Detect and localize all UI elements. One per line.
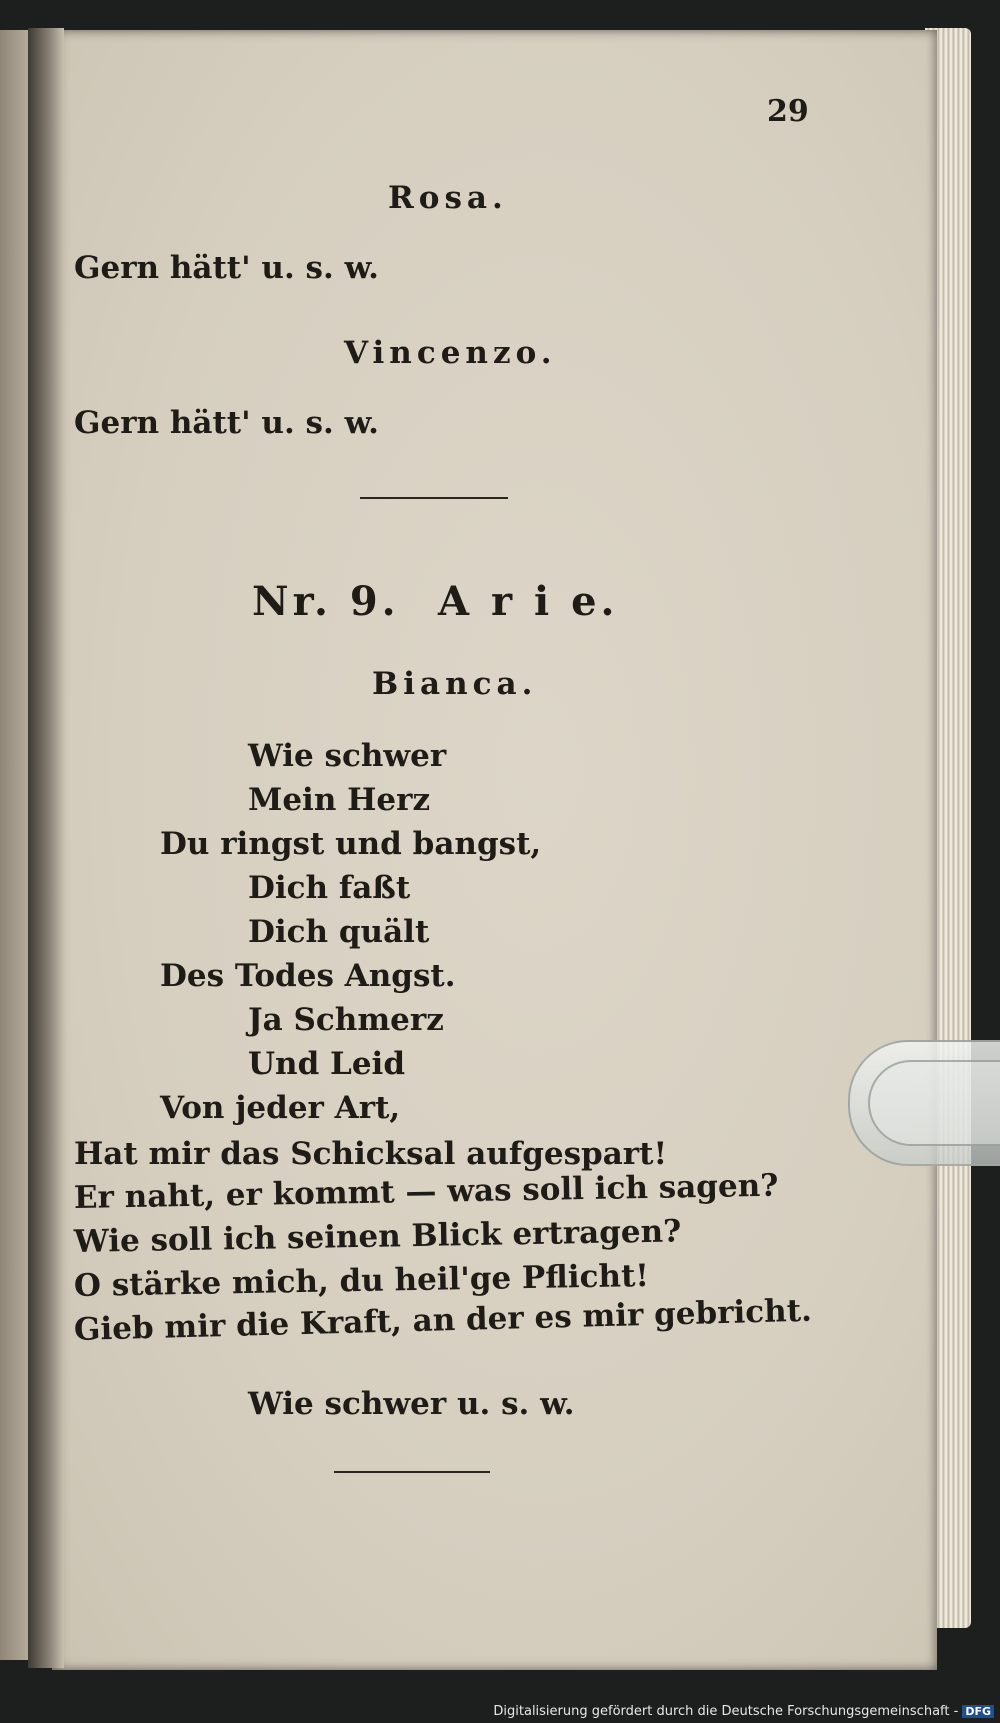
verse-line: Von jeder Art, xyxy=(160,1090,401,1126)
footer-credit: Digitalisierung gefördert durch die Deutsche Forschungsgemeinschaft - xyxy=(493,1704,959,1719)
speaker-bianca: Bianca. xyxy=(372,666,538,702)
verse-line: O stärke mich, du heil'ge Pflicht! xyxy=(73,1257,650,1304)
line-rosa: Gern hätt' u. s. w. xyxy=(74,250,379,286)
verse-line: Gieb mir die Kraft, an der es mir gebricht. xyxy=(73,1292,813,1348)
page-clip-inner xyxy=(868,1060,1000,1146)
aria-heading-title: A r i e. xyxy=(438,578,619,625)
verse-line: Du ringst und bangst, xyxy=(160,826,542,862)
verse-line: Des Todes Angst. xyxy=(160,958,456,994)
speaker-rosa: Rosa. xyxy=(388,180,508,216)
speaker-vincenzo: Vincenzo. xyxy=(344,335,557,371)
verse-line: Ja Schmerz xyxy=(248,1002,444,1038)
book-gutter xyxy=(28,28,64,1668)
line-vincenzo: Gern hätt' u. s. w. xyxy=(74,405,379,441)
reprise-line: Wie schwer u. s. w. xyxy=(248,1386,575,1422)
section-divider-bottom xyxy=(334,1471,490,1473)
verse-line: Wie schwer xyxy=(248,738,447,774)
aria-heading-number: Nr. 9. xyxy=(252,578,400,625)
verse-line: Und Leid xyxy=(248,1046,406,1082)
verse-line: Dich faßt xyxy=(248,870,411,906)
verse-line: Hat mir das Schicksal aufgespart! xyxy=(74,1136,668,1172)
page-number: 29 xyxy=(767,94,809,129)
verse-line: Mein Herz xyxy=(248,782,431,818)
section-divider-top xyxy=(360,497,508,499)
dfg-logo: DFG xyxy=(962,1705,994,1718)
digitization-footer xyxy=(493,1704,994,1719)
verse-line: Er naht, er kommt — was soll ich sagen? xyxy=(73,1167,779,1216)
verse-line: Wie soll ich seinen Blick ertragen? xyxy=(73,1213,682,1260)
verse-line: Dich quält xyxy=(248,914,430,950)
